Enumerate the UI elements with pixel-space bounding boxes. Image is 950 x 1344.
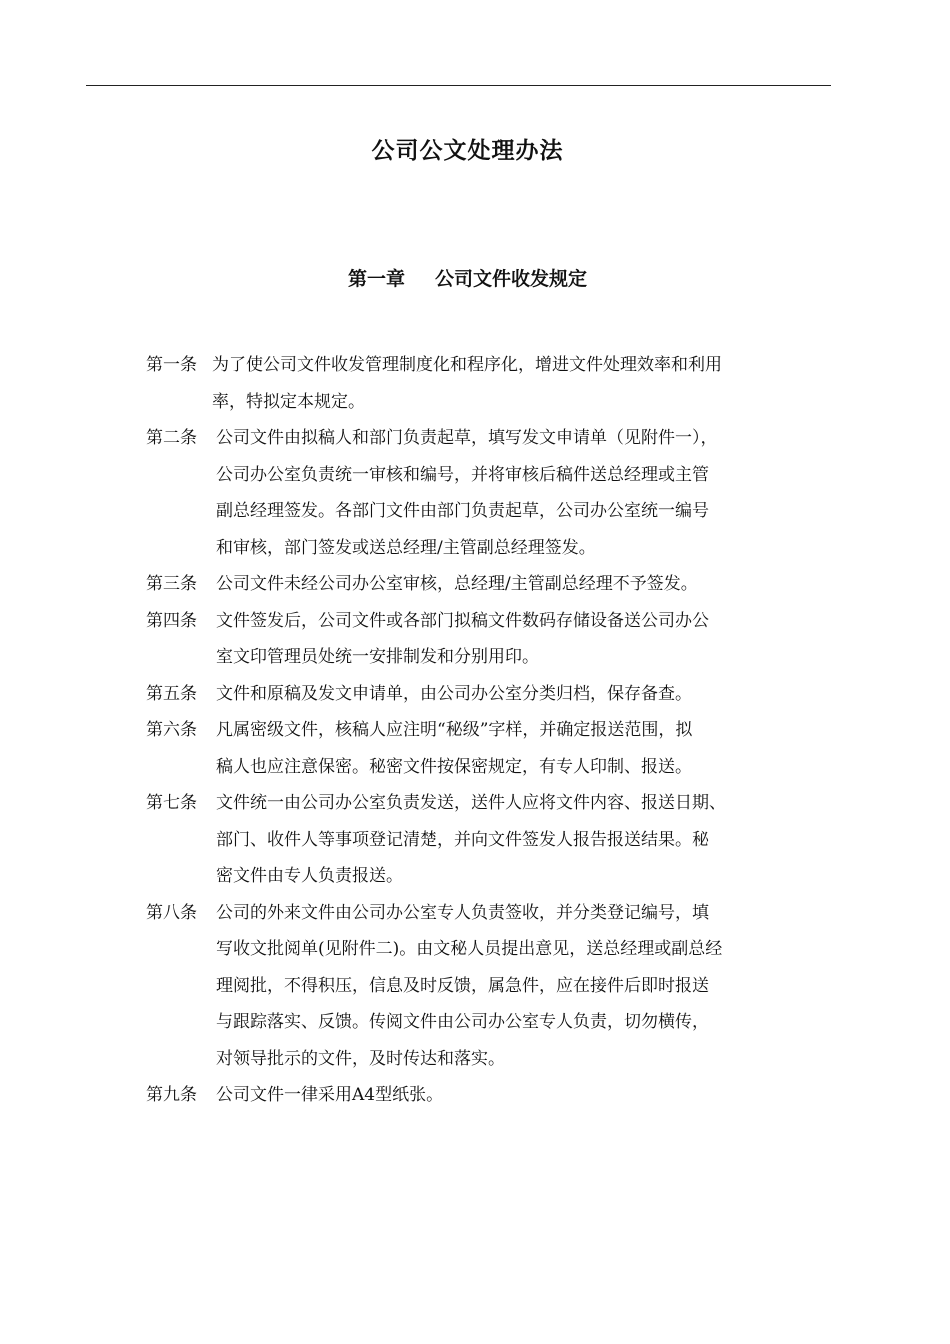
article-body xyxy=(216,420,796,566)
article-text-line: 率，特拟定本规定。 xyxy=(212,391,365,412)
article-body xyxy=(216,566,796,603)
article-text-line: 对领导批示的文件，及时传达和落实。 xyxy=(216,1048,505,1069)
article-text-line: 理阅批，不得积压，信息及时反馈，属急件，应在接件后即时报送 xyxy=(216,975,709,996)
article-number: 第九条 xyxy=(146,1085,197,1105)
article-number: 第五条 xyxy=(146,683,197,704)
article-item xyxy=(146,1077,846,1114)
article-text-line: 公司办公室负责统一审核和编号，并将审核后稿件送总经理或主管 xyxy=(216,464,709,485)
article-number: 第八条 xyxy=(146,902,197,923)
article-item xyxy=(146,420,846,566)
article-text-line: 文件签发后，公司文件或各部门拟稿文件数码存储设备送公司办公 xyxy=(216,610,709,631)
article-text-line: 为了使公司文件收发管理制度化和程序化，增进文件处理效率和利用 xyxy=(212,355,722,375)
article-body xyxy=(212,347,792,420)
article-text-line: 文件和原稿及发文申请单，由公司办公室分类归档，保存备查。 xyxy=(216,683,692,704)
chapter-number: 第一章 xyxy=(347,268,405,290)
article-text-line: 密文件由专人负责报送。 xyxy=(216,866,403,886)
article-text-line: 公司文件由拟稿人和部门负责起草，填写发文申请单（见附件一）， xyxy=(216,428,718,448)
article-text-line: 公司文件一律采用A4型纸张。 xyxy=(216,1085,444,1105)
chapter-heading xyxy=(0,264,935,294)
chapter-name: 公司文件收发规定 xyxy=(435,268,588,290)
article-item xyxy=(146,785,846,895)
article-item xyxy=(146,895,846,1078)
article-item xyxy=(146,603,846,676)
article-number: 第七条 xyxy=(146,793,197,813)
article-text-line: 和审核，部门签发或送总经理/主管副总经理签发。 xyxy=(216,537,596,558)
article-number: 第三条 xyxy=(146,574,197,594)
article-text-line: 写收文批阅单(见附件二)。由文秘人员提出意见，送总经理或副总经 xyxy=(216,939,723,959)
article-body xyxy=(216,895,796,1078)
article-number: 第四条 xyxy=(146,610,197,631)
article-body xyxy=(216,1077,796,1114)
article-item xyxy=(146,676,846,713)
article-number: 第六条 xyxy=(146,720,197,740)
article-number: 第一条 xyxy=(146,355,197,375)
article-item xyxy=(146,712,846,785)
article-text-line: 凡属密级文件，核稿人应注明“秘级”字样，并确定报送范围，拟 xyxy=(216,720,693,740)
document-title: 公司公文处理办法 xyxy=(371,138,564,164)
article-item xyxy=(146,566,846,603)
header-rule xyxy=(86,85,831,86)
article-body xyxy=(216,712,796,785)
article-text-line: 与跟踪落实、反馈。传阅文件由公司办公室专人负责，切勿横传， xyxy=(216,1012,709,1032)
article-list xyxy=(146,347,846,1114)
article-text-line: 公司文件未经公司办公室审核，总经理/主管副总经理不予签发。 xyxy=(216,574,698,594)
article-text-line: 文件统一由公司办公室负责发送，送件人应将文件内容、报送日期、 xyxy=(216,793,726,813)
article-body xyxy=(216,603,796,676)
article-text-line: 稿人也应注意保密。秘密文件按保密规定，有专人印制、报送。 xyxy=(216,756,692,777)
article-number: 第二条 xyxy=(146,428,197,448)
article-text-line: 公司的外来文件由公司办公室专人负责签收，并分类登记编号，填 xyxy=(216,902,709,923)
article-item xyxy=(146,347,846,420)
article-body xyxy=(216,785,796,895)
article-text-line: 部门、收件人等事项登记清楚，并向文件签发人报告报送结果。秘 xyxy=(216,829,709,850)
article-text-line: 室文印管理员处统一安排制发和分别用印。 xyxy=(216,647,539,667)
article-body xyxy=(216,676,796,713)
article-text-line: 副总经理签发。各部门文件由部门负责起草，公司办公室统一编号 xyxy=(216,501,709,521)
